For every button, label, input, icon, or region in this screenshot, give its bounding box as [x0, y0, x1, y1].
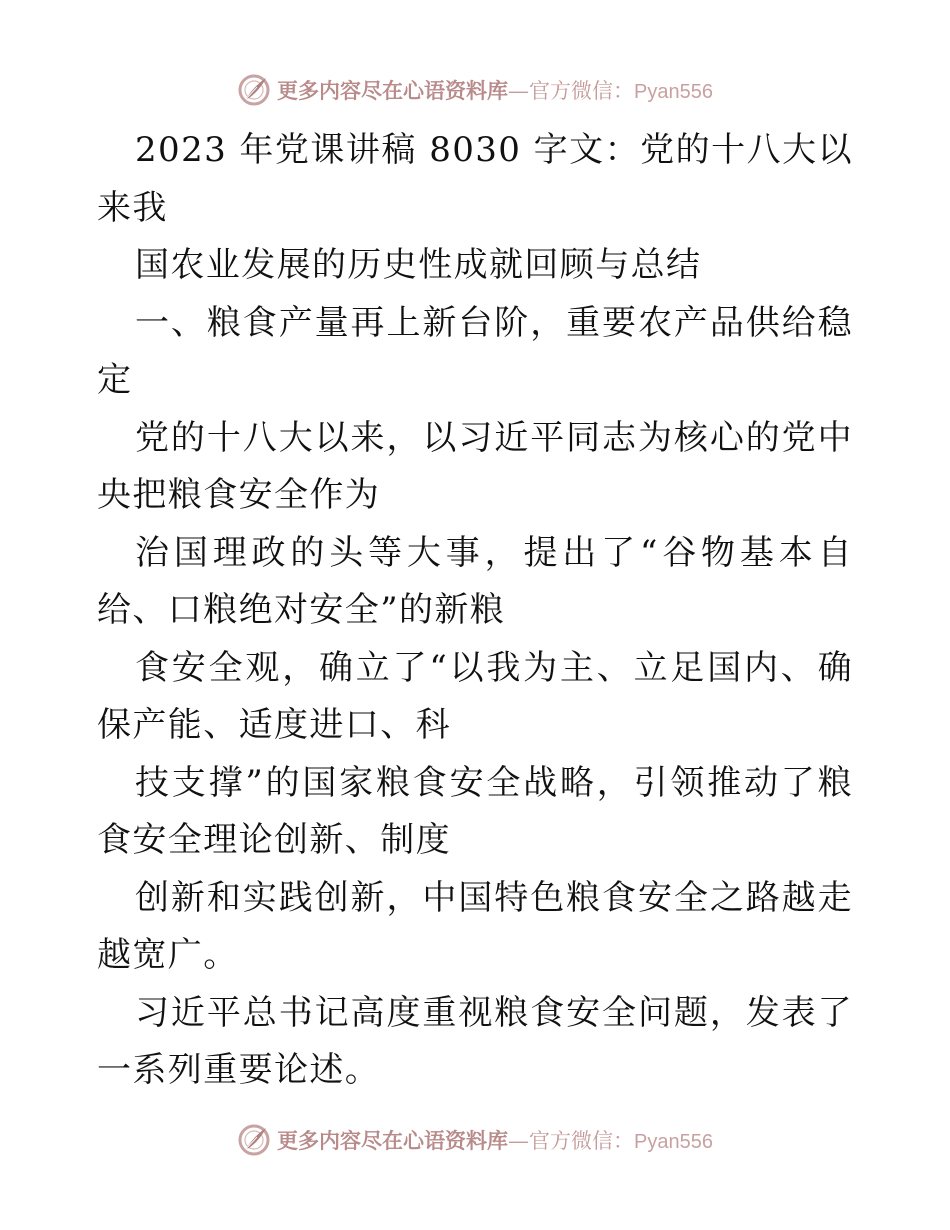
paragraph-section-heading: 一、粮食产量再上新台阶，重要农产品供给稳定 [97, 302, 853, 400]
watermark-brand: 更多内容尽在心语资料库 [277, 1128, 509, 1153]
paragraph-body: 创新和实践创新，中国特色粮食安全之路越走越宽广。 [97, 877, 853, 975]
watermark-wechat-label: 官方微信： [529, 1129, 635, 1153]
watermark-wechat-id: Pyan556 [634, 1131, 713, 1153]
watermark-text [277, 1125, 713, 1155]
feather-pen-seal-icon [237, 1123, 271, 1157]
watermark-text [277, 75, 713, 105]
watermark-wechat-label: 官方微信： [529, 79, 635, 103]
watermark-dash: — [508, 79, 530, 103]
watermark-brand: 更多内容尽在心语资料库 [277, 78, 509, 103]
footer-watermark [0, 1120, 950, 1160]
paragraph-title-line-2: 国农业发展的历史性成就回顾与总结 [135, 245, 702, 285]
feather-pen-seal-icon [237, 73, 271, 107]
watermark-dash: — [508, 1129, 530, 1153]
document-body [97, 122, 853, 1100]
paragraph-body: 党的十八大以来，以习近平同志为核心的党中央把粮食安全作为 [97, 417, 853, 515]
paragraph-body: 治国理政的头等大事，提出了“谷物基本自给、口粮绝对安全”的新粮 [97, 532, 853, 630]
paragraph-body: 食安全观，确立了“以我为主、立足国内、确保产能、适度进口、科 [97, 647, 853, 745]
paragraph-body: 习近平总书记高度重视粮食安全问题，发表了一系列重要论述。 [97, 992, 853, 1090]
paragraph-body: 技支撑”的国家粮食安全战略，引领推动了粮食安全理论创新、制度 [97, 762, 853, 860]
watermark-wechat-id: Pyan556 [634, 81, 713, 103]
header-watermark [0, 70, 950, 110]
paragraph-title-line-1: 2023 年党课讲稿 8030 字文：党的十八大以来我 [97, 130, 853, 228]
